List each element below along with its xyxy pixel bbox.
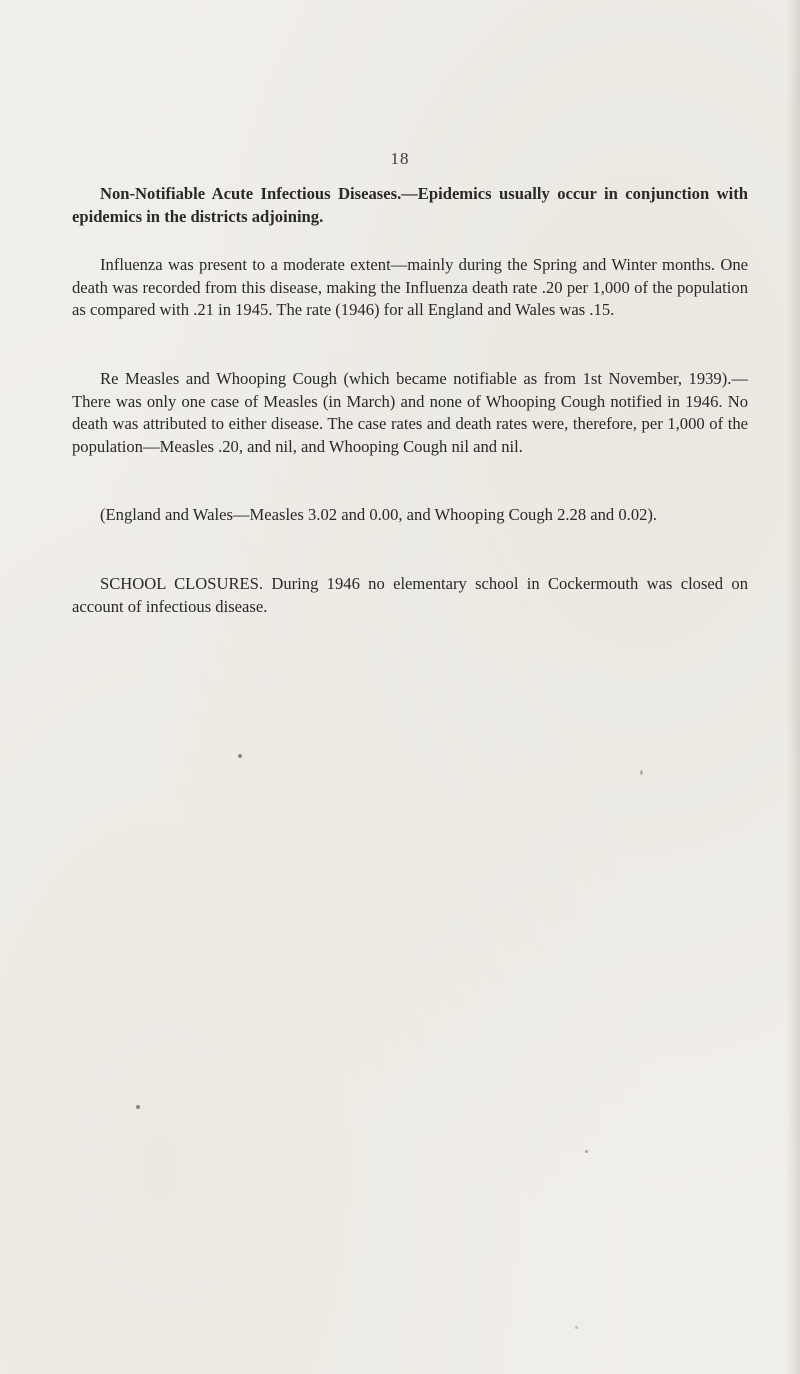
paper-speck (575, 1326, 578, 1329)
paper-speck (640, 770, 643, 775)
page-number: 18 (390, 149, 410, 168)
paper-speck (238, 754, 242, 758)
paragraph-influenza: Influenza was present to a moderate extent—mainly during the Spring and Winter months. One death was recorded from this disease, making the Influenza death rate .20 per 1,000 of the population as compared with .21 in 1945. The rate (1946) for all England and Wales was .15. (72, 255, 748, 319)
paragraph-non-notifiable-diseases: Non-Notifiable Acute Infectious Diseases.—Epidemics usually occur in conjunction with epidemics in the districts adjoining. (72, 184, 748, 226)
page-edge-shadow (786, 0, 800, 1374)
paragraph-measles-whooping-cough: Re Measles and Whooping Cough (which became notifiable as from 1st November, 1939).—There was only one case of Measles (in March) and none of Whooping Cough notified in 1946. No death was attributed to either disease. The case rates and death rates were, therefore, per 1,000 of the population—Measles .20, and nil, and Whooping Cough nil and nil. (72, 369, 748, 456)
paper-speck (136, 1105, 140, 1109)
paper-speck (585, 1150, 588, 1153)
paragraph-england-wales-rates: (England and Wales—Measles 3.02 and 0.00, and Whooping Cough 2.28 and 0.02). (100, 505, 658, 524)
paragraph-school-closures: SCHOOL CLOSURES. During 1946 no elementary school in Cockermouth was closed on account of infectious disease. (72, 574, 748, 616)
